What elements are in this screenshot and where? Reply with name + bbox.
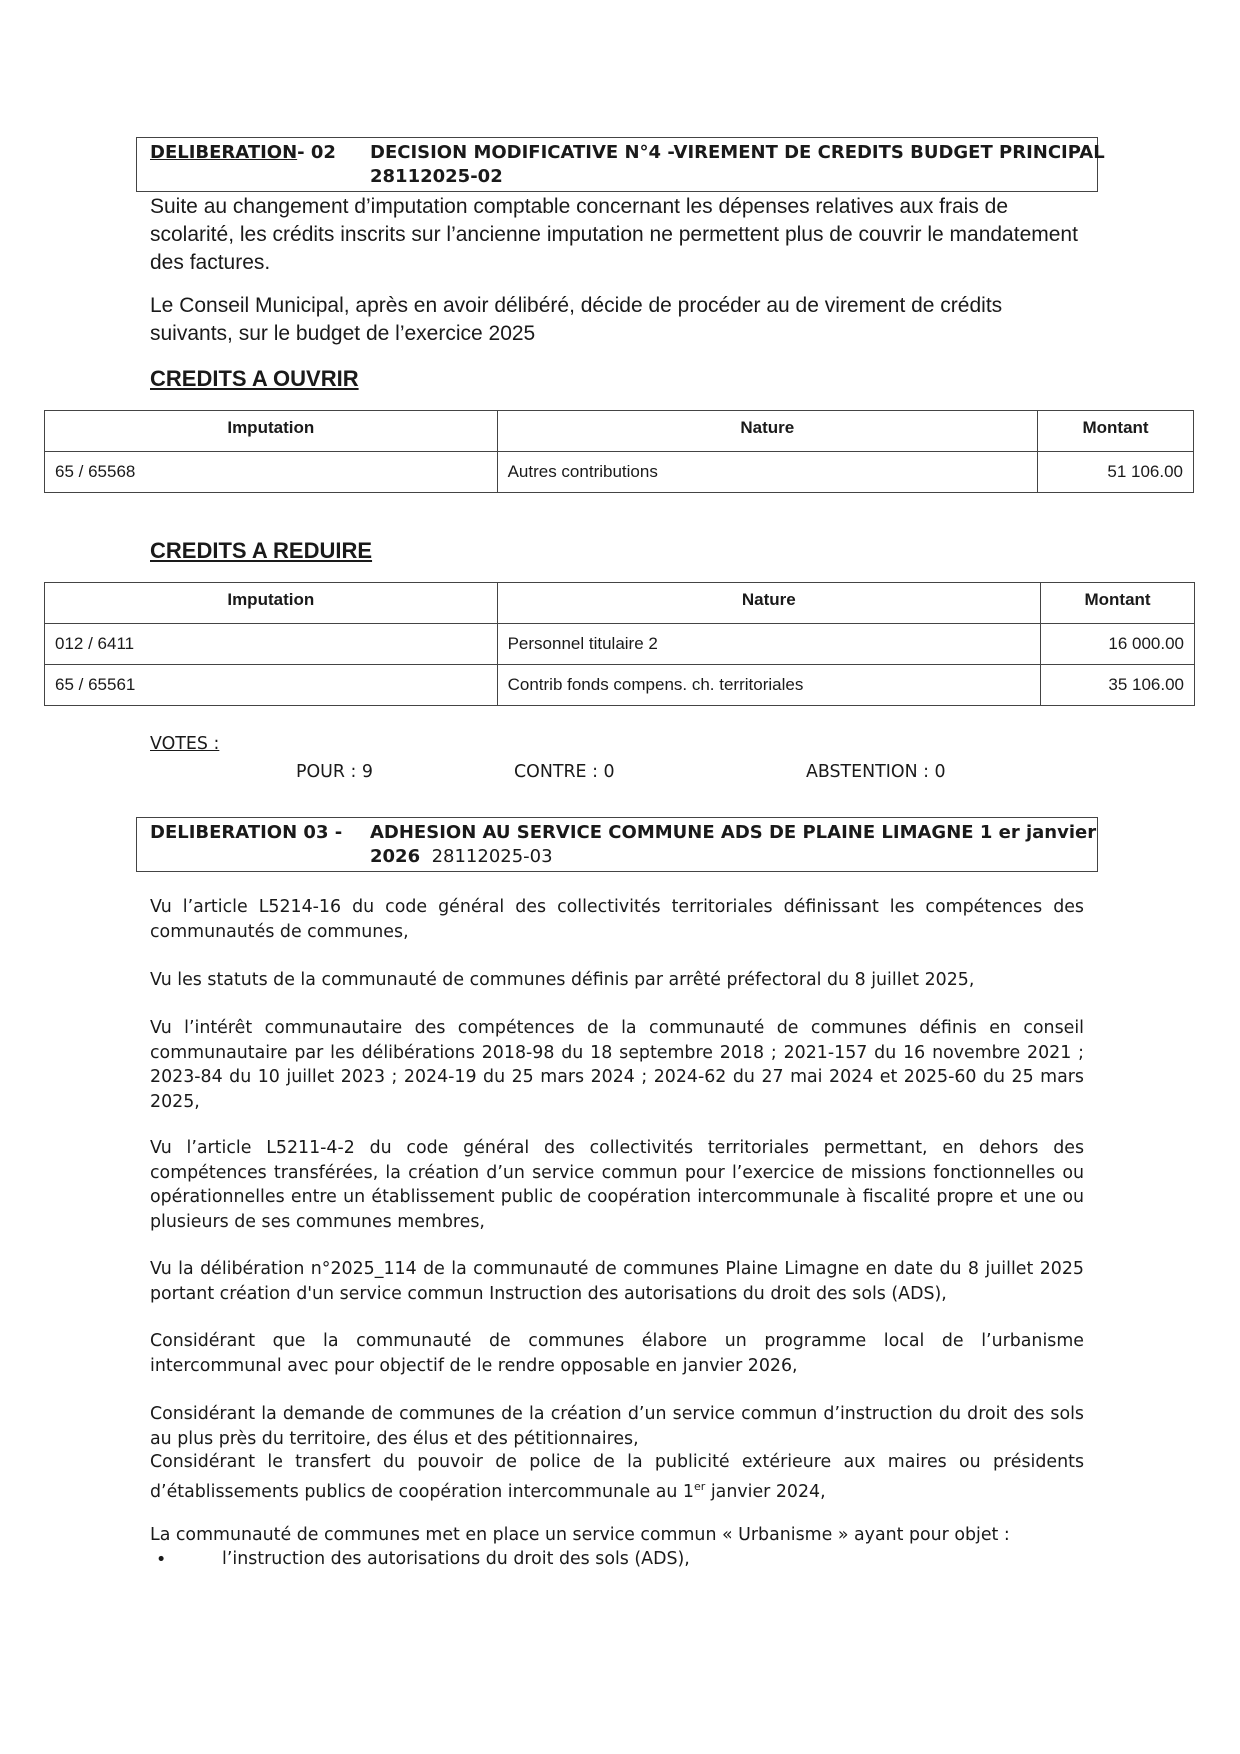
intro-paragraph-1: Suite au changement d’imputation comptable concernant les dépenses relatives aux frais de scolarité, les crédits inscrits sur l’ancienne imputation ne permettent plus de couvrir le mandatement des factures. <box>150 195 1078 274</box>
body-paragraph-3: Vu l’intérêt communautaire des compétences de la communauté de communes définis en conseil communautaire par les délibérations 2018-98 du 18 septembre 2018 ; 2021-157 du 16 novembre 2021 ; 2023-84 du 10 juillet 2023 ; 2024-19 du 25 mars 2024 ; 2024-62 du 27 mai 2024 et 2025-60 du 25 mars 2025, <box>150 1018 1084 1112</box>
body-paragraph-7b-sup: er <box>694 1479 706 1493</box>
body-paragraph-2: Vu les statuts de la communauté de communes définis par arrêté préfectoral du 8 juillet 2025, <box>150 970 975 990</box>
delib02-title: DECISION MODIFICATIVE N°4 -VIREMENT DE CREDITS BUDGET PRINCIPAL <box>370 142 1105 163</box>
delib02-label-word: DELIBERATION <box>150 142 298 163</box>
delib03-ref: 28112025-03 <box>431 846 553 867</box>
cell-imputation: 012 / 6411 <box>45 624 498 665</box>
col-header-nature: Nature <box>497 583 1040 624</box>
body-paragraph-5: Vu la délibération n°2025_114 de la communauté de communes Plaine Limagne en date du 8 juillet 2025 portant création d'un service commun Instruction des autorisations du droit des sols (ADS), <box>150 1259 1084 1304</box>
col-header-imputation: Imputation <box>45 411 498 452</box>
delib03-label: DELIBERATION 03 - <box>150 822 343 843</box>
col-header-imputation: Imputation <box>45 583 498 624</box>
delib02-label <box>150 142 336 163</box>
body-paragraph-8: La communauté de communes met en place un service commun « Urbanisme » ayant pour objet : <box>150 1525 1010 1545</box>
cell-montant: 51 106.00 <box>1038 452 1194 493</box>
body-paragraph-4: Vu l’article L5211-4-2 du code général des collectivités territoriales permettant, en dehors des compétences transférées, la création d’un service commun pour l’exercice de missions fonctionnelles ou opérationnelles entre un établissement public de coopération intercommunale à fiscalité propre et une ou plusieurs de ses communes membres, <box>150 1138 1084 1232</box>
cell-imputation: 65 / 65568 <box>45 452 498 493</box>
body-paragraph-7b-text: Considérant le transfert du pouvoir de police de la publicité extérieure aux maires ou présidents d’établissements publics de coopération intercommunale au 1 <box>150 1452 1084 1502</box>
delib02-ref: 28112025-02 <box>370 166 503 187</box>
intro-paragraph-2: Le Conseil Municipal, après en avoir délibéré, décide de procéder au de virement de crédits suivants, sur le budget de l’exercice 2025 <box>150 294 1003 345</box>
col-header-montant: Montant <box>1041 583 1195 624</box>
votes-contre: CONTRE : 0 <box>514 762 615 782</box>
votes-abstention: ABSTENTION : 0 <box>806 762 946 782</box>
body-paragraph-7b-end: janvier 2024, <box>705 1481 826 1502</box>
table-row <box>45 452 1194 493</box>
body-paragraph-7a: Considérant la demande de communes de la création d’un service commun d’instruction du droit des sols au plus près du territoire, des élus et des pétitionnaires, <box>150 1404 1084 1449</box>
cell-montant: 35 106.00 <box>1041 665 1195 706</box>
votes-pour: POUR : 9 <box>296 762 373 782</box>
col-header-montant: Montant <box>1038 411 1194 452</box>
bullet-item-1: l’instruction des autorisations du droit des sols (ADS), <box>222 1549 690 1569</box>
cell-nature: Personnel titulaire 2 <box>497 624 1040 665</box>
body-paragraph-7b <box>150 1450 1084 1504</box>
delib03-title-line2 <box>370 846 553 867</box>
credits-reduire-table <box>44 582 1195 706</box>
votes-label: VOTES : <box>150 734 220 754</box>
cell-nature: Autres contributions <box>497 452 1037 493</box>
credits-reduire-heading: CREDITS A REDUIRE <box>150 538 373 563</box>
credits-ouvrir-heading: CREDITS A OUVRIR <box>150 366 359 391</box>
table-header-row <box>45 583 1195 624</box>
delib02-label-num: - 02 <box>297 142 336 163</box>
body-paragraph-1: Vu l’article L5214-16 du code général des collectivités territoriales définissant les compétences des communautés de communes, <box>150 897 1084 942</box>
table-row <box>45 624 1195 665</box>
credits-ouvrir-table <box>44 410 1194 493</box>
table-header-row <box>45 411 1194 452</box>
bullet-marker: • <box>156 1550 167 1570</box>
col-header-nature: Nature <box>497 411 1037 452</box>
body-paragraph-6: Considérant que la communauté de communes élabore un programme local de l’urbanisme intercommunal avec pour objectif de le rendre opposable en janvier 2026, <box>150 1331 1084 1376</box>
delib03-year: 2026 <box>370 846 421 867</box>
delib03-title: ADHESION AU SERVICE COMMUNE ADS DE PLAINE LIMAGNE 1 er janvier <box>370 822 1097 843</box>
cell-imputation: 65 / 65561 <box>45 665 498 706</box>
cell-montant: 16 000.00 <box>1041 624 1195 665</box>
table-row <box>45 665 1195 706</box>
cell-nature: Contrib fonds compens. ch. territoriales <box>497 665 1040 706</box>
